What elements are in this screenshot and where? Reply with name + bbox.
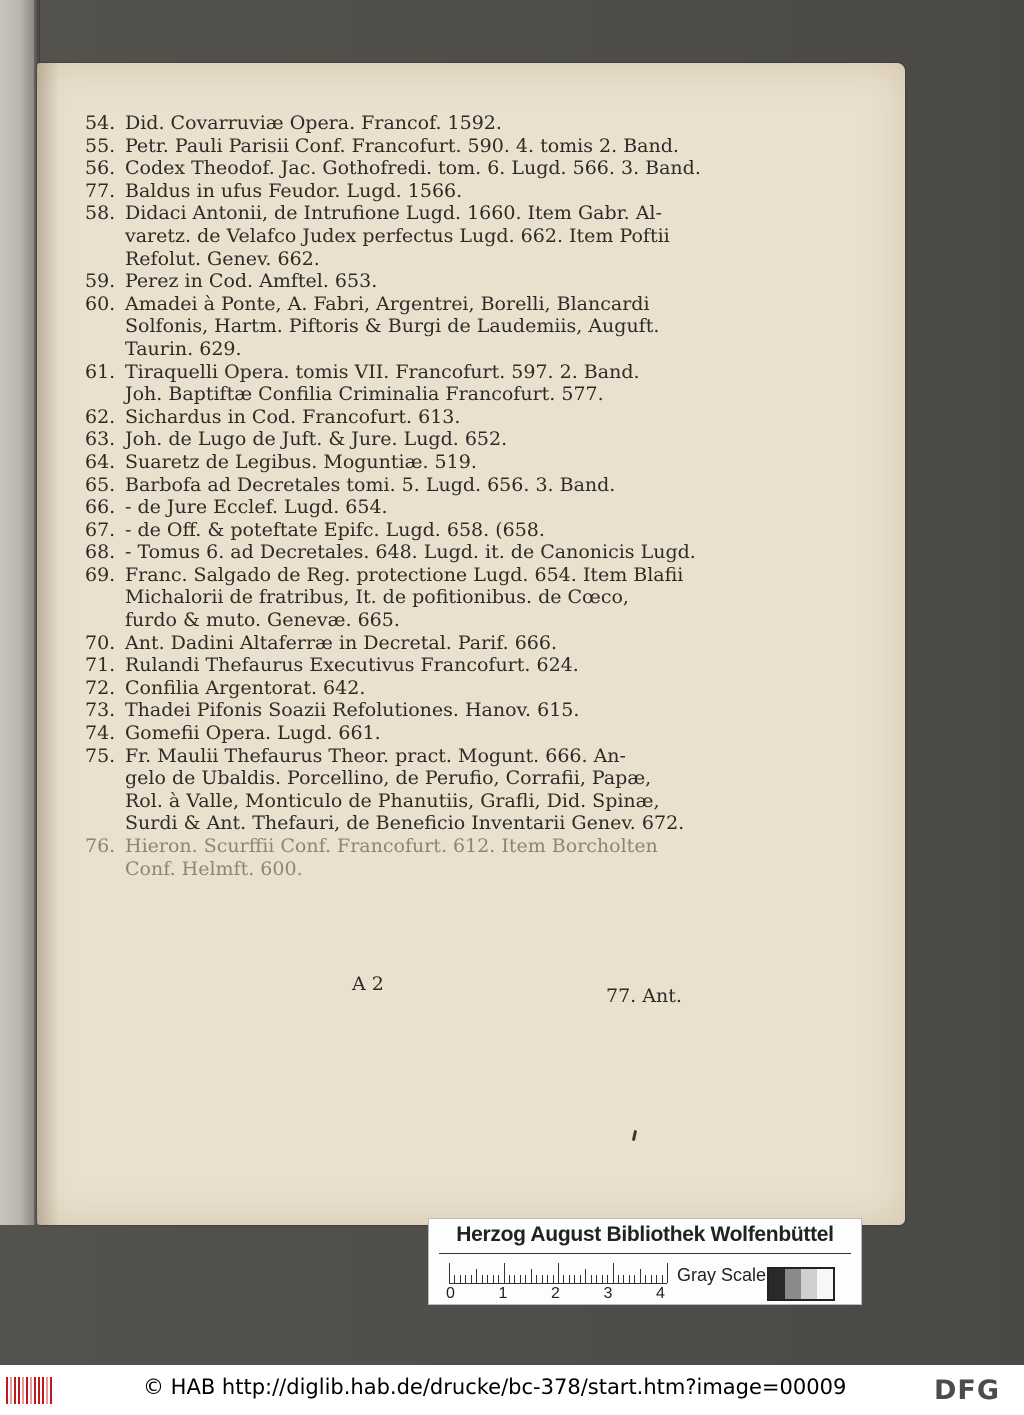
catalogue-entry <box>85 157 705 180</box>
catalogue-entry <box>85 428 705 451</box>
ruler-tick <box>482 1275 483 1283</box>
entry-number: 76. <box>85 835 116 857</box>
entry-number: 73. <box>85 699 116 722</box>
entry-line: Perez in Cod. Amftel. 653. <box>125 270 378 293</box>
hab-logo-icon[interactable] <box>6 1377 52 1404</box>
entry-line: Taurin. 629. <box>125 337 242 360</box>
gray-scale-swatches <box>767 1267 835 1301</box>
ruler-tick <box>449 1263 450 1283</box>
entry-line: Codex Theodof. Jac. Gothofredi. tom. 6. Lugd. 566. 3. Band. <box>125 157 701 180</box>
entry-line: Baldus in ufus Feudor. Lugd. 1566. <box>125 179 463 202</box>
catalogue-entry <box>85 474 705 497</box>
entry-text <box>125 496 705 519</box>
entry-text <box>125 202 705 270</box>
entry-text <box>125 541 705 564</box>
ruler-tick <box>563 1275 564 1283</box>
entry-line: Confilia Argentorat. 642. <box>125 676 366 699</box>
ruler-tick <box>585 1269 586 1283</box>
entry-line: Petr. Pauli Parisii Conf. Francofurt. 590. 4. tomis 2. Band. <box>125 134 679 157</box>
catalogue-entry <box>85 541 705 564</box>
barcode-bar <box>26 1377 28 1404</box>
gray-swatch <box>801 1269 817 1299</box>
dfg-logo[interactable]: DFG <box>934 1375 1001 1406</box>
barcode-bar <box>10 1377 12 1404</box>
entry-number: 69. <box>85 563 116 586</box>
barcode-bar <box>18 1377 20 1404</box>
ruler-tick <box>525 1275 526 1283</box>
ruler-tick <box>536 1275 537 1283</box>
entry-line: Barbofa ad Decretales tomi. 5. Lugd. 656. 3. Band. <box>125 473 616 496</box>
ruler-tick <box>667 1263 668 1283</box>
entry-number: 67. <box>85 518 116 541</box>
gray-swatch <box>769 1269 785 1299</box>
barcode-bar <box>42 1377 44 1404</box>
entry-number: 66. <box>85 496 116 519</box>
barcode-bar <box>34 1377 36 1404</box>
ruler-tick <box>558 1263 559 1283</box>
scale-number: 0 <box>446 1285 455 1302</box>
ruler-tick <box>547 1275 548 1283</box>
catalogue-entry <box>85 632 705 655</box>
catalogue-entry <box>85 745 705 835</box>
entry-line: Solfonis, Hartm. Piftoris & Burgi de Laudemiis, Auguft. <box>125 315 660 338</box>
entry-text <box>125 474 705 497</box>
ruler-tick <box>651 1275 652 1283</box>
entry-number: 75. <box>85 744 116 767</box>
entry-text <box>125 293 705 361</box>
ruler-tick <box>493 1275 494 1283</box>
entry-line: Hieron. Scurffii Conf. Francofurt. 612. Item Borcholten <box>125 835 658 857</box>
entry-line: Rol. à Valle, Monticulo de Phanutiis, Grafli, Did. Spinæ, <box>125 789 660 812</box>
catalogue-entry <box>85 699 705 722</box>
catalogue-entry <box>85 112 705 135</box>
entry-number: 54. <box>85 112 116 134</box>
entry-line: Suaretz de Legibus. Moguntiæ. 519. <box>125 450 477 473</box>
barcode-bar <box>6 1377 8 1404</box>
ruler-tick <box>514 1275 515 1283</box>
entry-text <box>125 835 705 880</box>
catalogue-entry <box>85 496 705 519</box>
ruler-tick <box>520 1275 521 1283</box>
barcode-bar <box>46 1377 48 1404</box>
barcode-bar <box>30 1377 32 1404</box>
entry-number: 68. <box>85 541 116 564</box>
entry-line: Surdi & Ant. Thefauri, de Beneficio Inventarii Genev. 672. <box>125 812 685 835</box>
catalogue-entry <box>85 519 705 542</box>
copyright-link[interactable]: © HAB http://diglib.hab.de/drucke/bc-378/start.htm?image=00009 <box>143 1375 847 1399</box>
entry-line: Conf. Helmft. 600. <box>125 857 303 880</box>
entry-line: - de Jure Ecclef. Lugd. 654. <box>125 496 388 519</box>
entry-line: - Tomus 6. ad Decretales. 648. Lugd. it. de Canonicis Lugd. <box>125 541 696 564</box>
entry-number: 72. <box>85 676 116 699</box>
entry-number: 63. <box>85 428 116 451</box>
scale-number: 3 <box>603 1285 613 1302</box>
ruler-tick <box>629 1275 630 1283</box>
entry-number: 58. <box>85 202 116 225</box>
color-target-card <box>428 1218 862 1305</box>
ruler-tick <box>460 1275 461 1283</box>
ruler-tick <box>596 1275 597 1283</box>
catalogue-entry <box>85 451 705 474</box>
catalogue-entry <box>85 202 705 270</box>
footer-bar <box>0 1365 1024 1415</box>
catalogue-entry <box>85 406 705 429</box>
catalogue-entry <box>85 835 705 880</box>
scale-number: 2 <box>551 1285 560 1302</box>
library-name: Herzog August Bibliothek Wolfenbüttel <box>456 1223 834 1246</box>
target-divider <box>439 1253 851 1254</box>
ruler-tick <box>645 1275 646 1283</box>
entry-line: Ant. Dadini Altaferræ in Decretal. Parif. 666. <box>125 631 557 654</box>
gray-scale-label: Gray Scale <box>677 1265 767 1285</box>
ruler-tick <box>504 1263 505 1283</box>
gray-swatch <box>785 1269 801 1299</box>
entry-text <box>125 135 705 158</box>
entry-number: 60. <box>85 292 116 315</box>
ruler-tick <box>553 1275 554 1283</box>
catalogue-entry <box>85 293 705 361</box>
ruler-tick <box>542 1275 543 1283</box>
entry-line: Tiraquelli Opera. tomis VII. Francofurt. 597. 2. Band. <box>125 360 640 383</box>
entry-line: Franc. Salgado de Reg. protectione Lugd. 654. Item Blafii <box>125 563 684 586</box>
catalogue-entry <box>85 270 705 293</box>
catalogue-entry <box>85 180 705 203</box>
ruler-tick <box>591 1275 592 1283</box>
ruler-tick <box>569 1275 570 1283</box>
catchword: 77. Ant. <box>606 985 682 1007</box>
catalogue-entry <box>85 677 705 700</box>
entry-text <box>125 451 705 474</box>
entry-text <box>125 699 705 722</box>
entry-line: Gomefii Opera. Lugd. 661. <box>125 722 381 745</box>
entry-text <box>125 157 705 180</box>
entry-line: Joh. de Lugo de Juft. & Jure. Lugd. 652. <box>125 428 508 451</box>
ruler-tick <box>613 1263 614 1283</box>
ruler-tick <box>618 1275 619 1283</box>
entry-text <box>125 722 705 745</box>
catalogue-entries <box>85 112 705 880</box>
catalogue-entry <box>85 361 705 406</box>
ruler-tick <box>634 1275 635 1283</box>
ruler-tick <box>476 1269 477 1283</box>
ruler-tick <box>640 1269 641 1283</box>
entry-text <box>125 677 705 700</box>
ruler-tick <box>656 1275 657 1283</box>
ruler-tick <box>574 1275 575 1283</box>
catalogue-entry <box>85 722 705 745</box>
ruler-tick <box>498 1275 499 1283</box>
entry-text <box>125 654 705 677</box>
ruler-tick <box>580 1275 581 1283</box>
entry-text <box>125 519 705 542</box>
ruler-tick <box>662 1275 663 1283</box>
ruler-tick <box>509 1275 510 1283</box>
barcode-bar <box>38 1377 40 1404</box>
scale-number: 4 <box>656 1285 665 1302</box>
catalogue-entry <box>85 135 705 158</box>
entry-number: 64. <box>85 450 116 473</box>
ruler-tick <box>607 1275 608 1283</box>
catalogue-entry <box>85 564 705 632</box>
entry-text <box>125 406 705 429</box>
ruler-tick <box>487 1275 488 1283</box>
signature-mark: A 2 <box>352 973 384 995</box>
entry-line: Rulandi Thefaurus Executivus Francofurt. 624. <box>125 654 579 677</box>
entry-text <box>125 180 705 203</box>
entry-line: Sichardus in Cod. Francofurt. 613. <box>125 405 461 428</box>
entry-number: 59. <box>85 270 116 293</box>
entry-line: Thadei Pifonis Soazii Refolutiones. Hanov. 615. <box>125 699 580 722</box>
ruler-tick <box>602 1275 603 1283</box>
gray-swatch <box>817 1269 833 1299</box>
entry-line: gelo de Ubaldis. Porcellino, de Perufio, Corrafii, Papæ, <box>125 767 652 790</box>
scale-number: 1 <box>498 1285 508 1302</box>
entry-line: Did. Covarruviæ Opera. Francof. 1592. <box>125 112 502 134</box>
barcode-bar <box>50 1377 52 1404</box>
entry-line: Michalorii de fratribus, It. de pofitionibus. de Cœco, <box>125 586 629 609</box>
entry-text <box>125 428 705 451</box>
ruler-tick <box>454 1275 455 1283</box>
ruler-tick <box>531 1269 532 1283</box>
entry-number: 74. <box>85 722 116 745</box>
entry-number: 65. <box>85 473 116 496</box>
facing-page-edge <box>0 0 34 1225</box>
ruler-tick <box>465 1275 466 1283</box>
catalogue-entry <box>85 654 705 677</box>
entry-number: 62. <box>85 405 116 428</box>
entry-line: Amadei à Ponte, A. Fabri, Argentrei, Borelli, Blancardi <box>125 292 650 315</box>
entry-line: Fr. Maulii Thefaurus Theor. pract. Mogunt. 666. An- <box>125 744 626 767</box>
entry-number: 56. <box>85 157 116 180</box>
entry-number: 55. <box>85 134 116 157</box>
entry-line: Refolut. Genev. 662. <box>125 247 320 270</box>
entry-text <box>125 564 705 632</box>
entry-line: varetz. de Velafco Judex perfectus Lugd. 662. Item Poftii <box>125 224 670 247</box>
ruler-tick <box>471 1275 472 1283</box>
entry-line: furdo & muto. Genevæ. 665. <box>125 609 400 632</box>
entry-line: - de Off. & poteftate Epifc. Lugd. 658. (658. <box>125 518 545 541</box>
scale-ruler <box>449 1263 667 1284</box>
entry-text <box>125 361 705 406</box>
barcode-bar <box>22 1377 24 1404</box>
entry-number: 71. <box>85 654 116 677</box>
entry-text <box>125 632 705 655</box>
scale-numbers <box>429 1285 689 1303</box>
entry-number: 70. <box>85 631 116 654</box>
ruler-tick <box>623 1275 624 1283</box>
entry-text <box>125 270 705 293</box>
entry-line: Joh. Baptiftæ Confilia Criminalia Francofurt. 577. <box>125 383 604 406</box>
entry-number: 77. <box>85 179 116 202</box>
entry-text <box>125 745 705 835</box>
entry-line: Didaci Antonii, de Intrufione Lugd. 1660. Item Gabr. Al- <box>125 202 662 225</box>
entry-number: 61. <box>85 360 116 383</box>
entry-text <box>125 112 705 135</box>
barcode-bar <box>14 1377 16 1404</box>
